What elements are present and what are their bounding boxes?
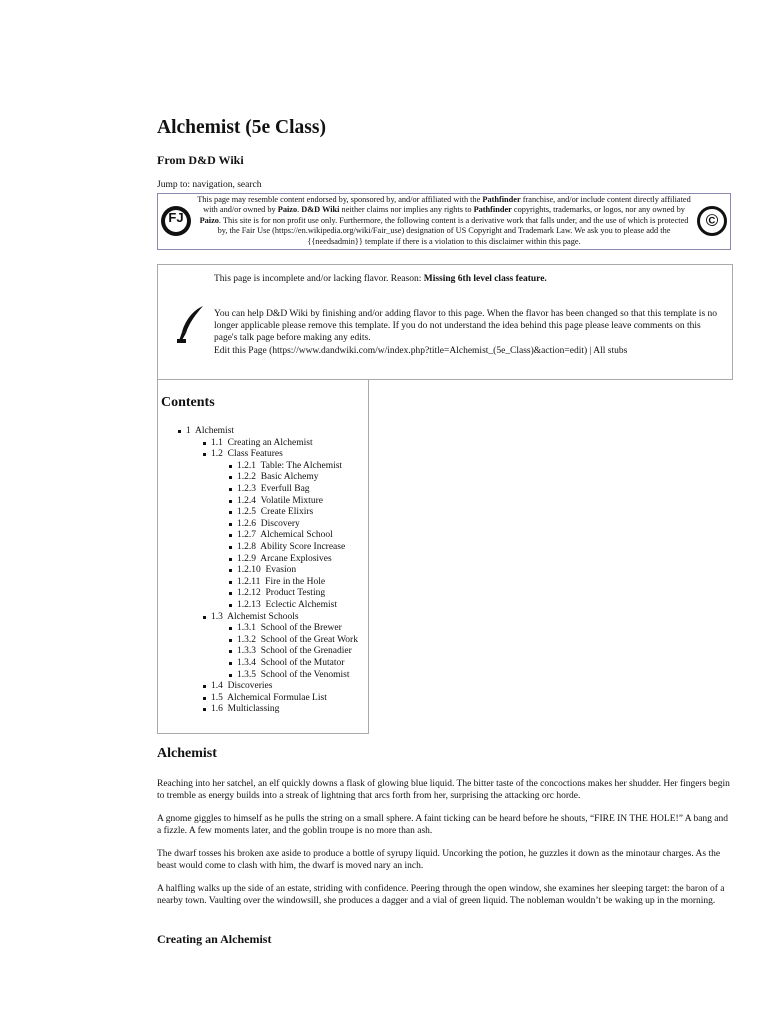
toc-item-number: 1.4: [211, 681, 223, 692]
toc-item[interactable]: [237, 507, 313, 517]
toc-item-number: 1.2.11: [237, 576, 261, 587]
toc-item-number: 1.2.3: [237, 484, 256, 494]
toc-item-number: 1: [186, 426, 191, 436]
toc-item-label: Discoveries: [227, 681, 273, 692]
toc-item[interactable]: [237, 577, 325, 587]
toc-item-label: Basic Alchemy: [260, 472, 319, 483]
intro-paragraph: Reaching into her satchel, an elf quickly downs a flask of glowing blue liquid. The bitter taste of the concoctions makes her shudder. Her fingers begin to tremble as energy builds into a streak of lightning that arcs forth from her, surprising the attacking orc horde.: [157, 779, 730, 802]
incomplete-help-text: You can help D&D Wiki by finishing and/or adding flavor to this page. When the flavor has been changed so that this template is no longer applicable please remove this template. If you do not understand the idea behind this page please leave comments on this page's talk page before making any edits.: [214, 309, 718, 344]
page-title: Alchemist (5e Class): [157, 117, 326, 138]
fair-use-logo-icon: [161, 206, 191, 236]
quill-pen-icon: [175, 305, 205, 345]
toc-item-number: 1.2.10: [237, 565, 261, 576]
jump-navigation-link[interactable]: navigation: [192, 180, 233, 190]
toc-item-label: Alchemist Schools: [227, 611, 299, 622]
disclaimer-text: This page may resemble content endorsed by, sponsored by, and/or affiliated with the Pathfinder franchise, and/or include content directly affiliated with and/or owned by Paizo. D&D Wiki neither claims nor implies any rights to Pathfinder copyrights, trademarks, or logos, nor any owned by Paizo. This site is for non profit use only. Furthermore, the following content is a derivative work that falls under, and the use of which is protected by, the Fair Use (https://en.wikipedia.org/wiki/Fair_use) designation of US Copyright and Trademark Law. We ask you to please add the {{needsadmin}} template if there is a violation to this disclaimer within this page.: [197, 195, 691, 246]
toc-item-label: School of the Great Work: [260, 634, 358, 645]
toc-item-number: 1.2: [211, 449, 223, 460]
toc-item-label: School of the Mutator: [260, 658, 345, 668]
jump-prefix: Jump to:: [157, 180, 190, 190]
toc-item-number: 1.2.4: [237, 495, 256, 506]
copyright-symbol: ©: [705, 211, 719, 230]
toc-item[interactable]: [237, 472, 319, 482]
toc-item-label: Alchemist: [194, 426, 235, 436]
toc-item-label: Discovery: [260, 518, 300, 529]
toc-item-label: Alchemical Formulae List: [227, 692, 327, 703]
toc-item-number: 1.2.13: [237, 600, 261, 610]
toc-item[interactable]: [211, 612, 299, 622]
toc-item[interactable]: [237, 670, 350, 680]
toc-item-label: Fire in the Hole: [265, 576, 326, 587]
toc-item-number: 1.2.7: [237, 530, 256, 541]
toc-item-number: 1.6: [211, 704, 223, 715]
toc-item[interactable]: [211, 449, 283, 459]
toc-item-number: 1.3.4: [237, 658, 256, 668]
toc-item-label: Product Testing: [265, 588, 326, 599]
toc-item-number: 1.1: [211, 437, 223, 448]
toc-item[interactable]: [237, 565, 296, 575]
toc-item-label: Alchemical School: [260, 530, 333, 541]
toc-item-number: 1.3: [211, 611, 223, 622]
toc-item-number: 1.2.8: [237, 542, 256, 552]
toc-item[interactable]: [211, 693, 327, 703]
toc-item-label: Eclectic Alchemist: [265, 600, 337, 610]
section-heading-creating: Creating an Alchemist: [157, 932, 272, 946]
jump-search-link[interactable]: search: [237, 180, 262, 190]
edit-page-link[interactable]: Edit this Page (https://www.dandwiki.com/w/index.php?title=Alchemist_(5e_Class)&action=edit) | All stubs: [214, 345, 628, 356]
toc-item[interactable]: [237, 519, 300, 529]
toc-item-number: 1.2.2: [237, 472, 256, 483]
toc-item[interactable]: [237, 554, 332, 564]
toc-item[interactable]: [237, 484, 310, 494]
incomplete-notice-box: [157, 264, 733, 380]
toc-item-label: Everfull Bag: [260, 484, 310, 494]
toc-item[interactable]: [237, 530, 333, 540]
toc-item-label: Create Elixirs: [260, 507, 314, 518]
toc-item-label: School of the Brewer: [260, 623, 342, 634]
toc-item-number: 1.2.6: [237, 518, 256, 529]
toc-item-label: Arcane Explosives: [260, 553, 332, 564]
toc-title: Contents: [161, 395, 215, 410]
jump-separator: ,: [232, 180, 238, 190]
toc-item-number: 1.2.1: [237, 460, 256, 471]
jump-links: [157, 180, 262, 190]
toc-item-number: 1.3.1: [237, 623, 256, 634]
toc-item[interactable]: [237, 600, 337, 610]
incomplete-reason: This page is incomplete and/or lacking flavor. Reason: Missing 6th level class feature.: [214, 274, 547, 284]
toc-item-label: Creating an Alchemist: [227, 437, 313, 448]
toc-item-number: 1.5: [211, 692, 223, 703]
fair-use-logo-text: FJ: [168, 210, 184, 225]
copyright-logo-icon: [697, 206, 727, 236]
toc-item-number: 1.3.3: [237, 646, 256, 657]
toc-item[interactable]: [237, 658, 344, 668]
toc-item-label: School of the Venomist: [260, 669, 350, 680]
toc-item[interactable]: [237, 496, 323, 506]
toc-item[interactable]: [237, 588, 325, 598]
toc-item[interactable]: [211, 681, 272, 691]
toc-item[interactable]: [211, 438, 313, 448]
toc-item[interactable]: [186, 426, 234, 436]
toc-item-label: School of the Grenadier: [260, 646, 352, 657]
intro-paragraph: The dwarf tosses his broken axe aside to produce a bottle of syrupy liquid. Uncorking the potion, he guzzles it down as the minotaur charges. As the beast would come to clash with him, the dwarf is moved nary an inch.: [157, 849, 721, 872]
site-subtitle: From D&D Wiki: [157, 153, 244, 167]
toc-item[interactable]: [237, 542, 345, 552]
toc-item-label: Evasion: [265, 565, 297, 576]
table-of-contents: [157, 379, 369, 734]
intro-paragraph: A halfling walks up the side of an estate, striding with confidence. Peering through the open window, she examines her sleeping target: the baron of a nearby town. Vaulting over the windowsill, she produces a dagger and a vial of green liquid. The nobleman wouldn’t be waking up in the morning.: [157, 884, 725, 907]
toc-item-label: Class Features: [227, 449, 283, 460]
toc-item[interactable]: [237, 623, 342, 633]
section-heading-alchemist: Alchemist: [157, 746, 217, 761]
toc-item-label: Multiclassing: [227, 704, 280, 715]
toc-item[interactable]: [237, 461, 342, 471]
intro-paragraph: A gnome giggles to himself as he pulls the string on a small sphere. A faint ticking can be heard before he shouts, “FIRE IN THE HOLE!” A bang and a fizzle. A few moments later, and the goblin troupe is no more than ash.: [157, 814, 729, 837]
toc-item-label: Ability Score Increase: [260, 542, 346, 552]
toc-item-label: Volatile Mixture: [260, 495, 323, 506]
toc-item-number: 1.2.5: [237, 507, 256, 518]
toc-item-number: 1.3.2: [237, 634, 256, 645]
toc-item-number: 1.2.12: [237, 588, 261, 599]
incomplete-help: [214, 308, 724, 357]
toc-item[interactable]: [211, 704, 279, 714]
toc-item-number: 1.2.9: [237, 553, 256, 564]
toc-item-label: Table: The Alchemist: [260, 460, 343, 471]
toc-item-number: 1.3.5: [237, 669, 256, 680]
toc-item[interactable]: [237, 635, 358, 645]
toc-item[interactable]: [237, 646, 352, 656]
disclaimer-box: [157, 193, 731, 250]
